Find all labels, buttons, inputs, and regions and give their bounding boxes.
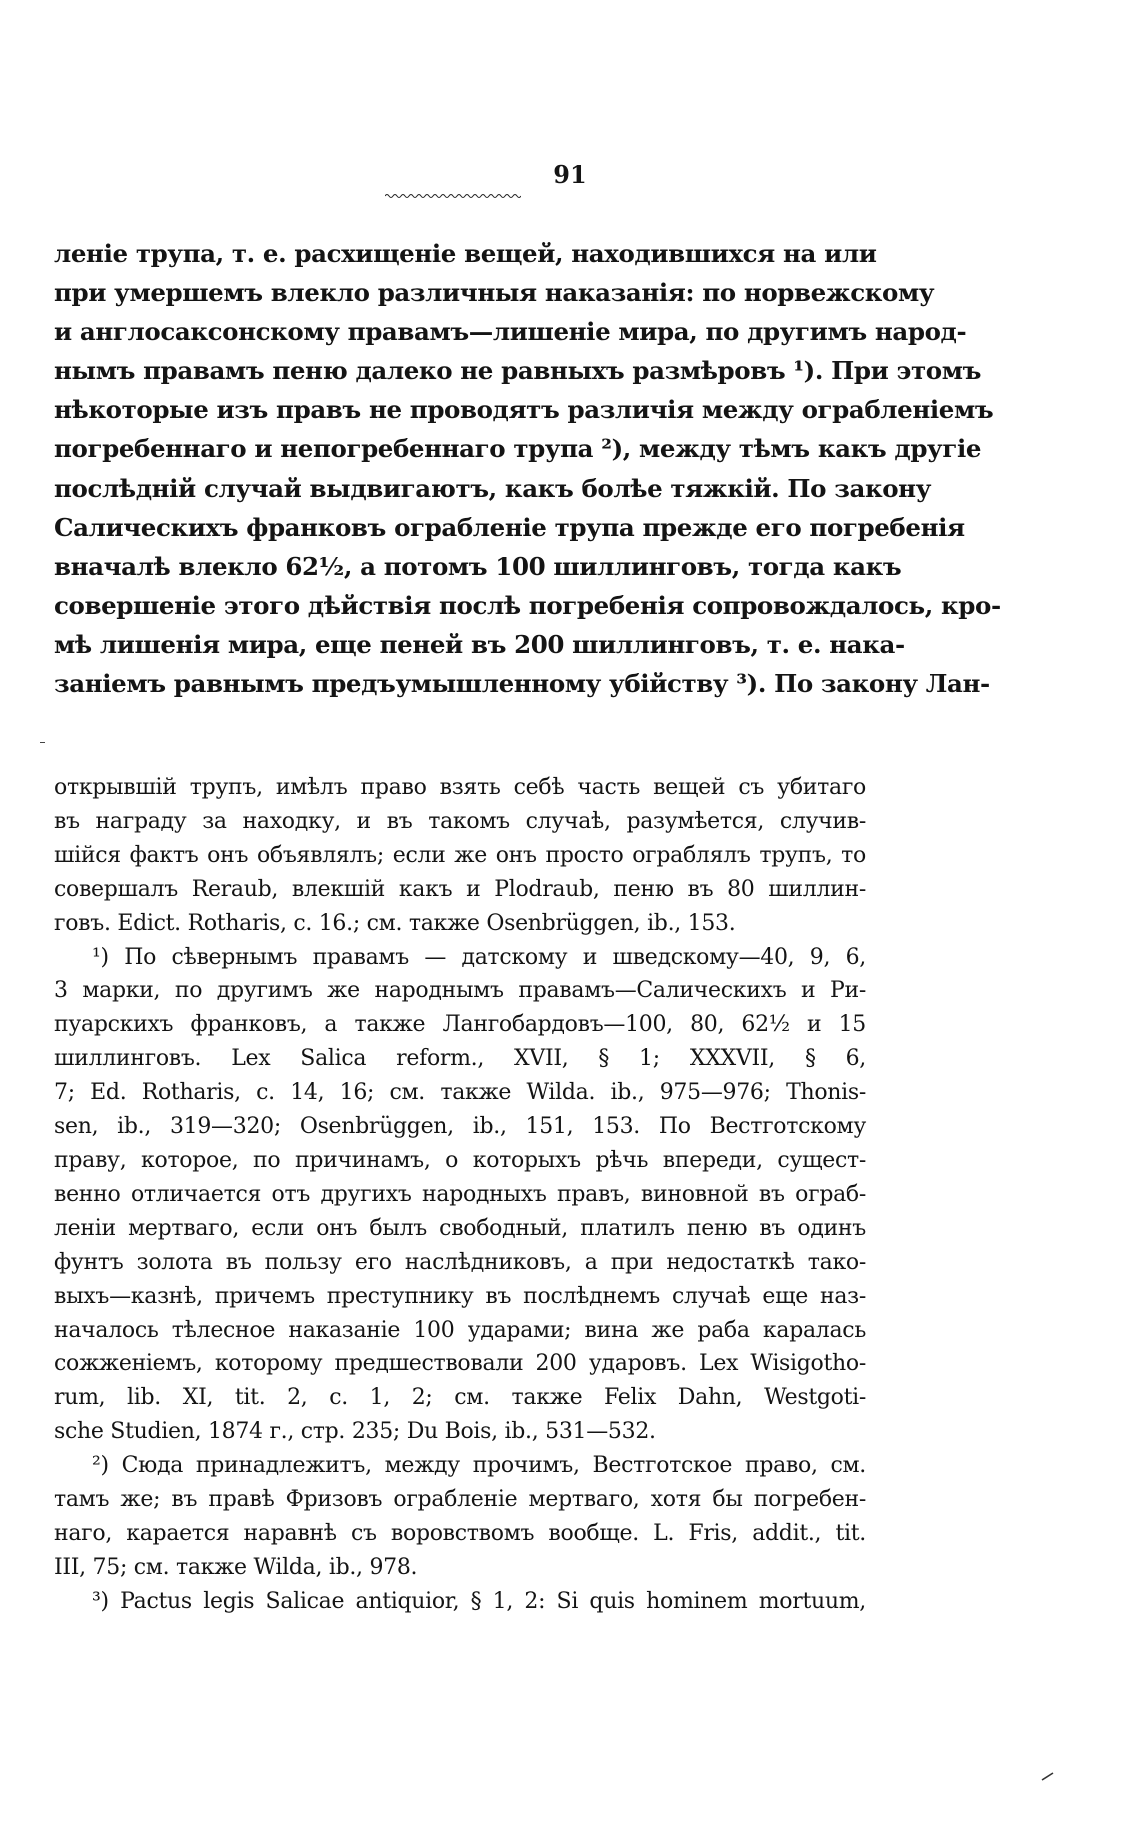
footnote-line: шиллинговъ. Lex Salica reform., XVII, § 1; XXXVII, § 6, (54, 1046, 866, 1072)
footnote-line: наго, карается наравнѣ съ воровствомъ вообще. L. Fris, addit., tit. (54, 1520, 866, 1546)
footnote-line: выхъ—казнѣ, причемъ преступнику въ послѣднемъ случаѣ еще наз- (54, 1283, 866, 1309)
footnote-line: венно отличается отъ другихъ народныхъ правъ, виновной въ ограб- (54, 1181, 866, 1207)
footnote-line: леніи мертваго, если онъ былъ свободный, платилъ пеню въ одинъ (54, 1215, 866, 1241)
footnote-line: тамъ же; въ правѣ Фризовъ ограбленіе мертваго, хотя бы погребен- (54, 1487, 866, 1513)
footnote-line: фунтъ золота въ пользу его наслѣдниковъ, а при недостаткѣ тако- (54, 1249, 866, 1275)
main-text-line: погребеннаго и непогребеннаго трупа ²), между тѣмъ какъ другіе (54, 434, 982, 464)
footnote-line: 3 марки, по другимъ же народнымъ правамъ—Салическихъ и Ри- (54, 978, 866, 1004)
main-text-line: Салическихъ франковъ ограбленіе трупа прежде его погребенія (54, 512, 965, 542)
footnote-line: ²) Сюда принадлежитъ, между прочимъ, Вестготское право, см. (92, 1453, 866, 1479)
footnote-line: sche Studien, 1874 г., стр. 235; Du Bois, ib., 531—532. (54, 1419, 656, 1445)
footnote-separator (40, 741, 45, 744)
footnote-line: ¹) По сѣвернымъ правамъ — датскому и шведскому—40, 9, 6, (92, 944, 866, 970)
footnote-line: сожженіемъ, которому предшествовали 200 ударовъ. Lex Wisigotho- (54, 1351, 866, 1377)
footnote-line: открывшій трупъ, имѣлъ право взять себѣ часть вещей съ убитаго (54, 775, 866, 800)
main-text-line: леніе трупа, т. е. расхищеніе вещей, находившихся на или (54, 239, 877, 268)
footnote-line: совершалъ Reraub, влекшій какъ и Plodraub, пеню въ 80 шиллин- (54, 876, 866, 902)
main-text (54, 234, 1001, 703)
main-text-line: мѣ лишенія мира, еще пеней въ 200 шиллинговъ, т. е. нака- (54, 629, 905, 659)
footnote-line: пуарскихъ франковъ, а также Лангобардовъ—100, 80, 62½ и 15 (54, 1012, 866, 1038)
footnote-line: въ награду за находку, и въ такомъ случаѣ, разумѣется, случив- (54, 808, 866, 834)
footnote-line: началось тѣлесное наказаніе 100 ударами; вина же раба каралась (54, 1317, 866, 1343)
main-text-line: при умершемъ влекло различныя наказанія: по норвежскому (54, 278, 935, 308)
main-text-line: и англосаксонскому правамъ—лишеніе мира, по другимъ народ- (54, 317, 967, 347)
footnote-3 (54, 1585, 866, 1619)
main-text-line: нѣкоторые изъ правъ не проводятъ различія между ограбленіемъ (54, 395, 994, 425)
footnote-1 (54, 941, 866, 1450)
footnote-line: говъ. Edict. Rotharis, c. 16.; см. также Osenbrüggen, ib., 153. (54, 910, 736, 936)
footnote-line: шійся фактъ онъ объявлялъ; если же онъ просто ограблялъ трупъ, то (54, 842, 866, 868)
footnote-2 (54, 1449, 866, 1585)
stray-pen-mark (1040, 1770, 1056, 1782)
footnote-continuation (54, 771, 866, 941)
footnote-line: 7; Ed. Rotharis, c. 14, 16; см. также Wilda. ib., 975—976; Thonis- (54, 1080, 866, 1106)
footnote-line: III, 75; см. также Wilda, ib., 978. (54, 1554, 418, 1580)
footnote-line: rum, lib. XI, tit. 2, c. 1, 2; см. также Felix Dahn, Westgoti- (54, 1385, 866, 1411)
footnotes (54, 771, 866, 1619)
main-text-line: вначалѣ влекло 62½, а потомъ 100 шиллинговъ, тогда какъ (54, 551, 902, 581)
footnote-line: sen, ib., 319—320; Osenbrüggen, ib., 151, 153. По Вестготскому (54, 1114, 866, 1140)
main-text-line: нымъ правамъ пеню далеко не равныхъ размѣровъ ¹). При этомъ (54, 356, 982, 386)
main-text-line: послѣдній случай выдвигаютъ, какъ болѣе тяжкій. По закону (54, 473, 932, 503)
page-number: 91 (553, 160, 587, 189)
page-number-wavy-rule (385, 193, 521, 199)
main-text-line: совершеніе этого дѣйствія послѣ погребенія сопровождалось, кро- (54, 590, 1001, 620)
main-text-line: заніемъ равнымъ предъумышленному убійству ³). По закону Лан- (54, 669, 990, 699)
footnote-line: ³) Pactus legis Salicae antiquior, § 1, 2: Si quis hominem mortuum, (92, 1588, 866, 1614)
footnote-line: праву, которое, по причинамъ, о которыхъ рѣчь впереди, сущест- (54, 1147, 866, 1173)
